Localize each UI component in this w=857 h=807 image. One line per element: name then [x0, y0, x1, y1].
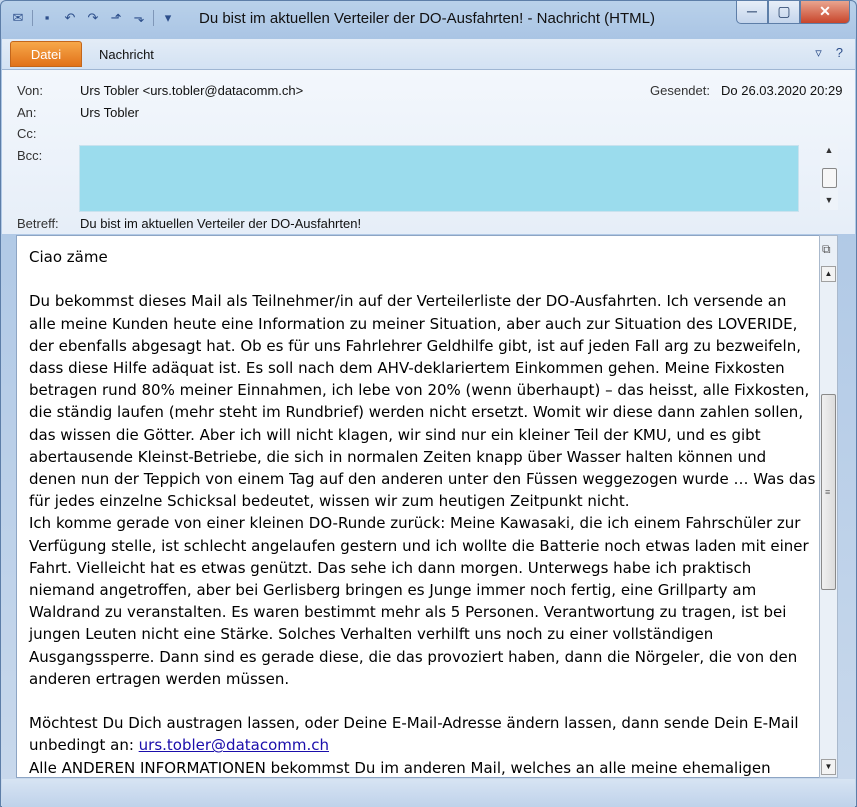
minimize-button[interactable]: ─ [736, 1, 768, 24]
bcc-field[interactable] [79, 145, 799, 212]
scroll-up-arrow-icon[interactable]: ▲ [824, 145, 834, 155]
close-button[interactable]: ✕ [800, 1, 850, 24]
cc-label: Cc: [17, 126, 37, 141]
down-arrow-icon[interactable]: ⬎ [133, 10, 145, 25]
divider [32, 10, 33, 26]
scroll-up-arrow-icon[interactable]: ▲ [821, 266, 836, 282]
save-icon[interactable]: ▪ [44, 10, 50, 25]
scroll-thumb[interactable] [822, 168, 837, 188]
undo-icon[interactable]: ↶ [64, 10, 76, 25]
bcc-label: Bcc: [17, 148, 43, 163]
status-bar [2, 779, 855, 807]
up-arrow-icon[interactable]: ⬏ [110, 10, 122, 25]
window-title: Du bist im aktuellen Verteiler der DO-Ausfahrten! - Nachricht (HTML) [199, 10, 655, 27]
redo-icon[interactable]: ↷ [87, 10, 99, 25]
scroll-down-arrow-icon[interactable]: ▼ [821, 759, 836, 775]
paragraph-3 [29, 712, 816, 756]
paragraph-1: Du bekommst dieses Mail als Teilnehmer/in auf der Verteilerliste der DO-Ausfahrten. Ich versende an alle meine Kunden heute eine Information zu meiner Situation, aber auch zur Situation des LOVERIDE, der ebenfalls abgesagt hat. Ob es für uns Fahrlehrer Geldhilfe gibt, ist auf jeden Fall arg zu bezweifeln, dass diese Hilfe adäquat ist. Es soll nach dem AHV-deklariertem Einkommen gehen. Meine Fixkosten betragen rund 80% meiner Einnahmen, ich lebe von 20% (wenn überhaupt) – das heisst, alle Fixkosten, die ständig laufen (mehr steht im Rundbrief) werden nicht ersetzt. Womit wir diese dann zahlen sollen, das wissen die Götter. Aber ich will nicht klagen, wir sind nur ein kleiner Teil der KMU, und es gibt abertausende Kleinst-Betriebe, die sich in normalen Zeiten knapp über Wasser halten können und denen nun der Teppich von einem Tag auf den anderen unter den Füssen weggezogen wurde … Was das für jedes einzelne Schicksal bedeutet, wissen wir zum heutigen Zeitpunkt nicht. [29, 292, 816, 511]
paragraph-2: Ich komme gerade von einer kleinen DO-Runde zurück: Meine Kawasaki, die ich einem Fahrschüler zur Verfügung stelle, ist schlecht angelaufen gestern und ich wollte die Batterie noch etwas laden mit einer Fahrt. Vielleicht hat es etwas genützt. Das sehe ich dann morgen. Unterwegs habe ich praktisch niemand angetroffen, aber bei Gerlisberg bringen es Junge immer noch fertig, eine Grillparty am Waldrand zu veranstalten. Es waren bestimmt mehr als 5 Personen. Verantwortung zu tragen, ist bei jungen Leuten nicht eine Stärke. Solches Verhalten verhilft uns noch zu einer vollständigen Ausgangssperre. Dann sind es gerade diese, die das provoziert haben, dann die Nörgeler, die von den anderen ertragen werden müssen. [29, 514, 809, 688]
reading-options-icon[interactable]: ⧉ [822, 242, 831, 256]
help-icon[interactable]: ? [835, 45, 843, 60]
from-value[interactable]: Urs Tobler <urs.tobler@datacomm.ch> [80, 83, 304, 98]
subject-label: Betreff: [17, 216, 59, 231]
collapse-ribbon-icon[interactable]: ▿ [815, 45, 822, 60]
sent-value: Do 26.03.2020 20:29 [721, 83, 843, 98]
unsubscribe-text: Möchtest Du Dich austragen lassen, oder Deine E-Mail-Adresse ändern lassen, dann sende Dein E-Mail unbedingt an: [29, 714, 799, 755]
scroll-thumb[interactable] [821, 394, 836, 590]
to-label: An: [17, 105, 37, 120]
paragraph-4: Alle ANDEREN INFORMATIONEN bekommst Du im anderen Mail, welches an alle meine ehemaligen [29, 758, 771, 777]
greeting: Ciao zäme [29, 248, 108, 266]
spacer [29, 690, 816, 712]
customize-icon[interactable]: ▾ [164, 10, 172, 25]
mail-icon: ✉ [12, 10, 24, 25]
ribbon-tabs [2, 39, 855, 70]
title-bar [1, 1, 856, 37]
maximize-button[interactable]: ▢ [768, 1, 800, 24]
email-link[interactable]: urs.tobler@datacomm.ch [138, 736, 330, 755]
sent-label: Gesendet: [650, 83, 710, 98]
body-scrollbar[interactable] [819, 235, 838, 778]
from-label: Von: [17, 83, 44, 98]
ribbon-right-controls [815, 45, 843, 61]
message-content [29, 246, 816, 801]
window-controls [736, 1, 850, 24]
divider [153, 10, 154, 26]
quick-access-toolbar [9, 9, 177, 27]
message-header [2, 70, 855, 234]
to-value[interactable]: Urs Tobler [80, 105, 140, 120]
bcc-scrollbar[interactable] [820, 143, 838, 210]
tab-message[interactable]: Nachricht [99, 47, 154, 62]
tab-file[interactable]: Datei [10, 41, 82, 67]
subject-value: Du bist im aktuellen Verteiler der DO-Ausfahrten! [80, 216, 362, 231]
grip-icon: ≡ [825, 487, 831, 497]
scroll-down-arrow-icon[interactable]: ▼ [824, 195, 834, 205]
message-body[interactable] [16, 235, 838, 778]
spacer [29, 268, 816, 290]
